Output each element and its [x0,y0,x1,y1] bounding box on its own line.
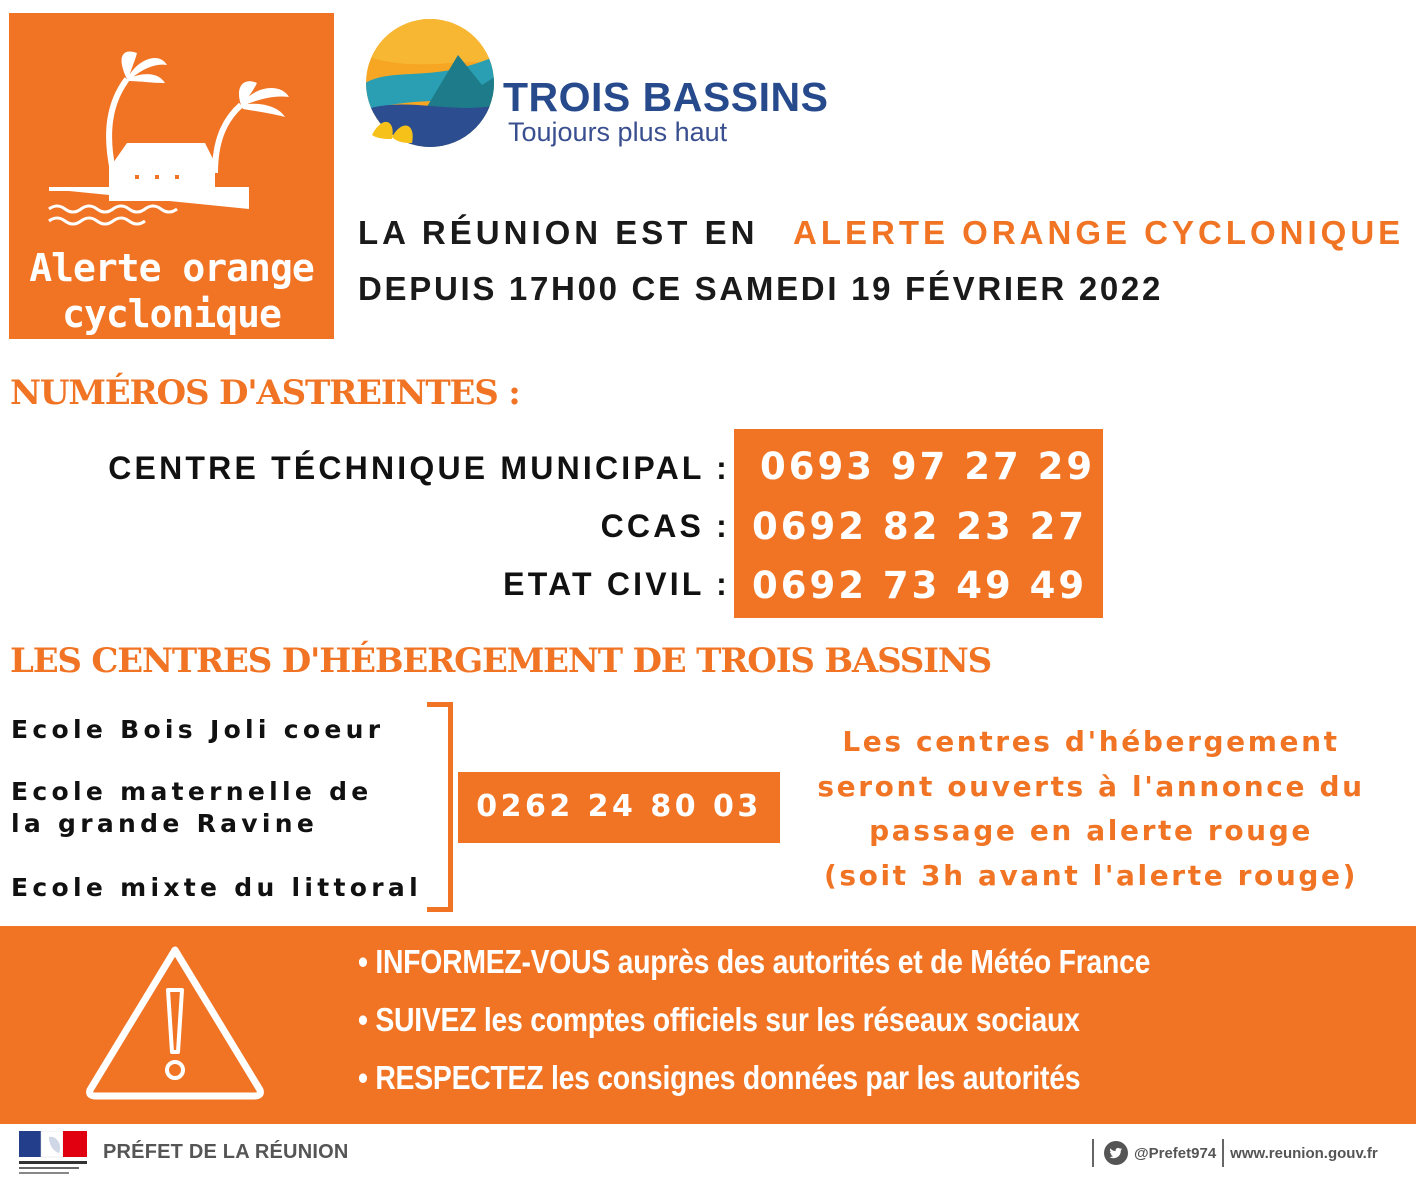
alert-tile-title-line2: cyclonique [62,292,281,336]
bullet: • [358,943,368,980]
phone-row-label: CCAS : [600,508,730,544]
advice-text: les consignes données par les autorités [543,1059,1081,1096]
footer-social [1086,1138,1378,1168]
republique-francaise-logo-icon [19,1131,89,1177]
phone-number: 0692 73 49 49 [752,564,1088,607]
shelter-note-line: Les centres d'hébergement [842,725,1340,758]
shelter-name: Ecole Bois Joli coeur [11,715,385,744]
bullet: • [358,1059,368,1096]
advice-text: les comptes officiels sur les réseaux sociaux [476,1001,1080,1038]
website-link[interactable]: www.reunion.gouv.fr [1230,1144,1378,1162]
shelter-name: Ecole maternelle de [11,777,373,806]
shelter-note-line: (soit 3h avant l'alerte rouge) [823,858,1359,892]
cyclone-house-illustration [9,13,334,243]
alert-tile [9,13,334,339]
divider [1222,1139,1224,1167]
advice-keyword: INFORMEZ-VOUS [375,943,611,980]
shelter-phone-number: 0262 24 80 03 [476,789,762,824]
footer-prefet: PRÉFET DE LA RÉUNION [103,1141,349,1163]
phone-number: 0693 97 27 29 [760,445,1096,488]
trois-bassins-logo-icon [362,15,498,151]
twitter-icon[interactable] [1104,1141,1128,1165]
bullet: • [358,1001,368,1038]
phone-row-label: ETAT CIVIL : [503,566,730,602]
twitter-handle[interactable]: @Prefet974 [1134,1144,1217,1162]
divider [1092,1139,1094,1167]
warning-icon [82,940,268,1102]
shelter-name: Ecole mixte du littoral [11,873,422,902]
shelter-note-line: passage en alerte rouge [869,814,1313,847]
shelter-item [11,776,373,840]
alert-tile-title [9,245,334,337]
advice-line [358,1001,1080,1039]
astreintes-title: NUMÉROS D'ASTREINTES : [10,373,520,413]
advice-keyword: SUIVEZ [375,1001,477,1038]
logo-tagline: Toujours plus haut [508,117,728,147]
shelter-note [796,720,1386,898]
headline-prefix: LA RÉUNION EST EN [358,214,759,251]
advice-line [358,943,1150,981]
logo-name: TROIS BASSINS [503,74,829,120]
phone-row-label: CENTRE TÉCHNIQUE MUNICIPAL : [108,450,730,486]
advice-keyword: RESPECTEZ [375,1059,544,1096]
advice-text: auprès des autorités et de Météo France [610,943,1151,980]
phone-number: 0692 82 23 27 [752,505,1088,548]
shelter-note-line: seront ouverts à l'annonce du [817,769,1365,803]
headline-date: DEPUIS 17H00 CE SAMEDI 19 FÉVRIER 2022 [358,270,1164,307]
centres-title: LES CENTRES D'HÉBERGEMENT DE TROIS BASSINS [10,641,992,681]
advice-line [358,1059,1080,1097]
shelter-name-cont: la grande Ravine [11,809,319,838]
shelter-bracket [427,702,453,912]
shelter-item [11,714,384,746]
alert-tile-title-line1: Alerte orange [29,246,314,290]
shelter-item [11,872,422,904]
headline-highlight: ALERTE ORANGE CYCLONIQUE [793,214,1405,251]
